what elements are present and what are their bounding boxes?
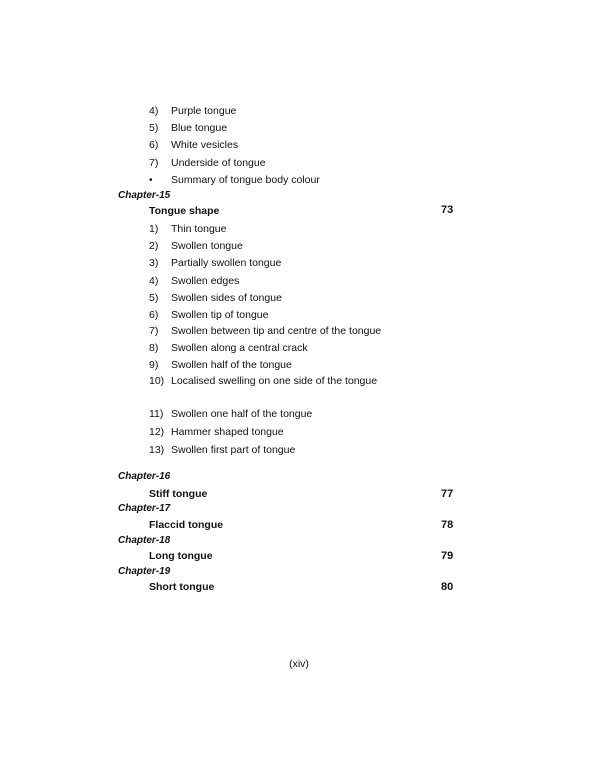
toc-item [149, 308, 268, 322]
item-text: White vesicles [171, 139, 239, 151]
chapter-label: Chapter-19 [118, 566, 171, 577]
toc-item [149, 256, 281, 270]
item-number: 7) [149, 157, 159, 169]
item-text: Swollen sides of tongue [171, 292, 282, 304]
item-text: Purple tongue [171, 105, 237, 117]
toc-item [149, 341, 308, 355]
toc-item [149, 358, 292, 372]
item-number: 13) [149, 444, 165, 456]
item-number: 5) [149, 292, 159, 304]
item-text: Underside of tongue [171, 157, 266, 169]
item-number: 7) [149, 325, 159, 337]
item-text: Swollen tongue [171, 240, 243, 252]
chapter-title: Tongue shape [149, 205, 220, 217]
item-number: 4) [149, 275, 159, 287]
toc-item [149, 324, 381, 338]
chapter-label: Chapter-15 [118, 190, 171, 201]
item-text: Swollen half of the tongue [171, 359, 292, 371]
chapter-page-number: 77 [441, 488, 454, 500]
item-number: 11) [149, 408, 164, 420]
toc-item [149, 407, 312, 421]
item-number: 1) [149, 223, 159, 235]
item-number: 10) [149, 375, 165, 387]
chapter-page-number: 79 [441, 550, 454, 562]
chapter-page-number: 80 [441, 581, 454, 593]
chapter-title: Stiff tongue [149, 488, 208, 500]
item-text: Swollen one half of the tongue [171, 408, 313, 420]
item-text: Summary of tongue body colour [171, 174, 320, 186]
item-number: 9) [149, 359, 159, 371]
toc-item [149, 239, 243, 253]
item-number: 2) [149, 240, 159, 252]
chapter-label: Chapter-18 [118, 535, 171, 546]
toc-item [149, 104, 236, 118]
item-text: Hammer shaped tongue [171, 426, 284, 438]
chapter-title: Long tongue [149, 550, 213, 562]
item-text: Swollen along a central crack [171, 342, 308, 354]
item-text: Localised swelling on one side of the tongue [171, 375, 378, 387]
toc-item [149, 222, 226, 236]
item-text: Swollen edges [171, 275, 240, 287]
item-number: 6) [149, 309, 159, 321]
bullet-icon: • [149, 175, 153, 186]
item-text: Swollen between tip and centre of the tongue [171, 325, 382, 337]
toc-item [149, 291, 282, 305]
toc-item [149, 425, 284, 439]
toc-item [149, 156, 266, 170]
chapter-label: Chapter-17 [118, 503, 171, 514]
item-number: 8) [149, 342, 159, 354]
toc-item [149, 121, 227, 135]
item-number: 12) [149, 426, 165, 438]
chapter-page-number: 73 [441, 204, 454, 216]
toc-item [149, 138, 238, 152]
chapter-label: Chapter-16 [118, 471, 171, 482]
page-number: (xiv) [289, 658, 309, 670]
chapter-page-number: 78 [441, 519, 454, 531]
item-text: Partially swollen tongue [171, 257, 282, 269]
item-number: 4) [149, 105, 159, 117]
toc-item [149, 374, 377, 388]
chapter-title: Short tongue [149, 581, 215, 593]
item-number: 3) [149, 257, 159, 269]
toc-item [149, 274, 239, 288]
item-number: 5) [149, 122, 159, 134]
chapter-title: Flaccid tongue [149, 519, 224, 531]
item-text: Swollen first part of tongue [171, 444, 296, 456]
item-text: Thin tongue [171, 223, 227, 235]
item-text: Blue tongue [171, 122, 228, 134]
toc-item [149, 173, 320, 188]
item-number: 6) [149, 139, 159, 151]
toc-item [149, 443, 295, 457]
item-text: Swollen tip of tongue [171, 309, 269, 321]
